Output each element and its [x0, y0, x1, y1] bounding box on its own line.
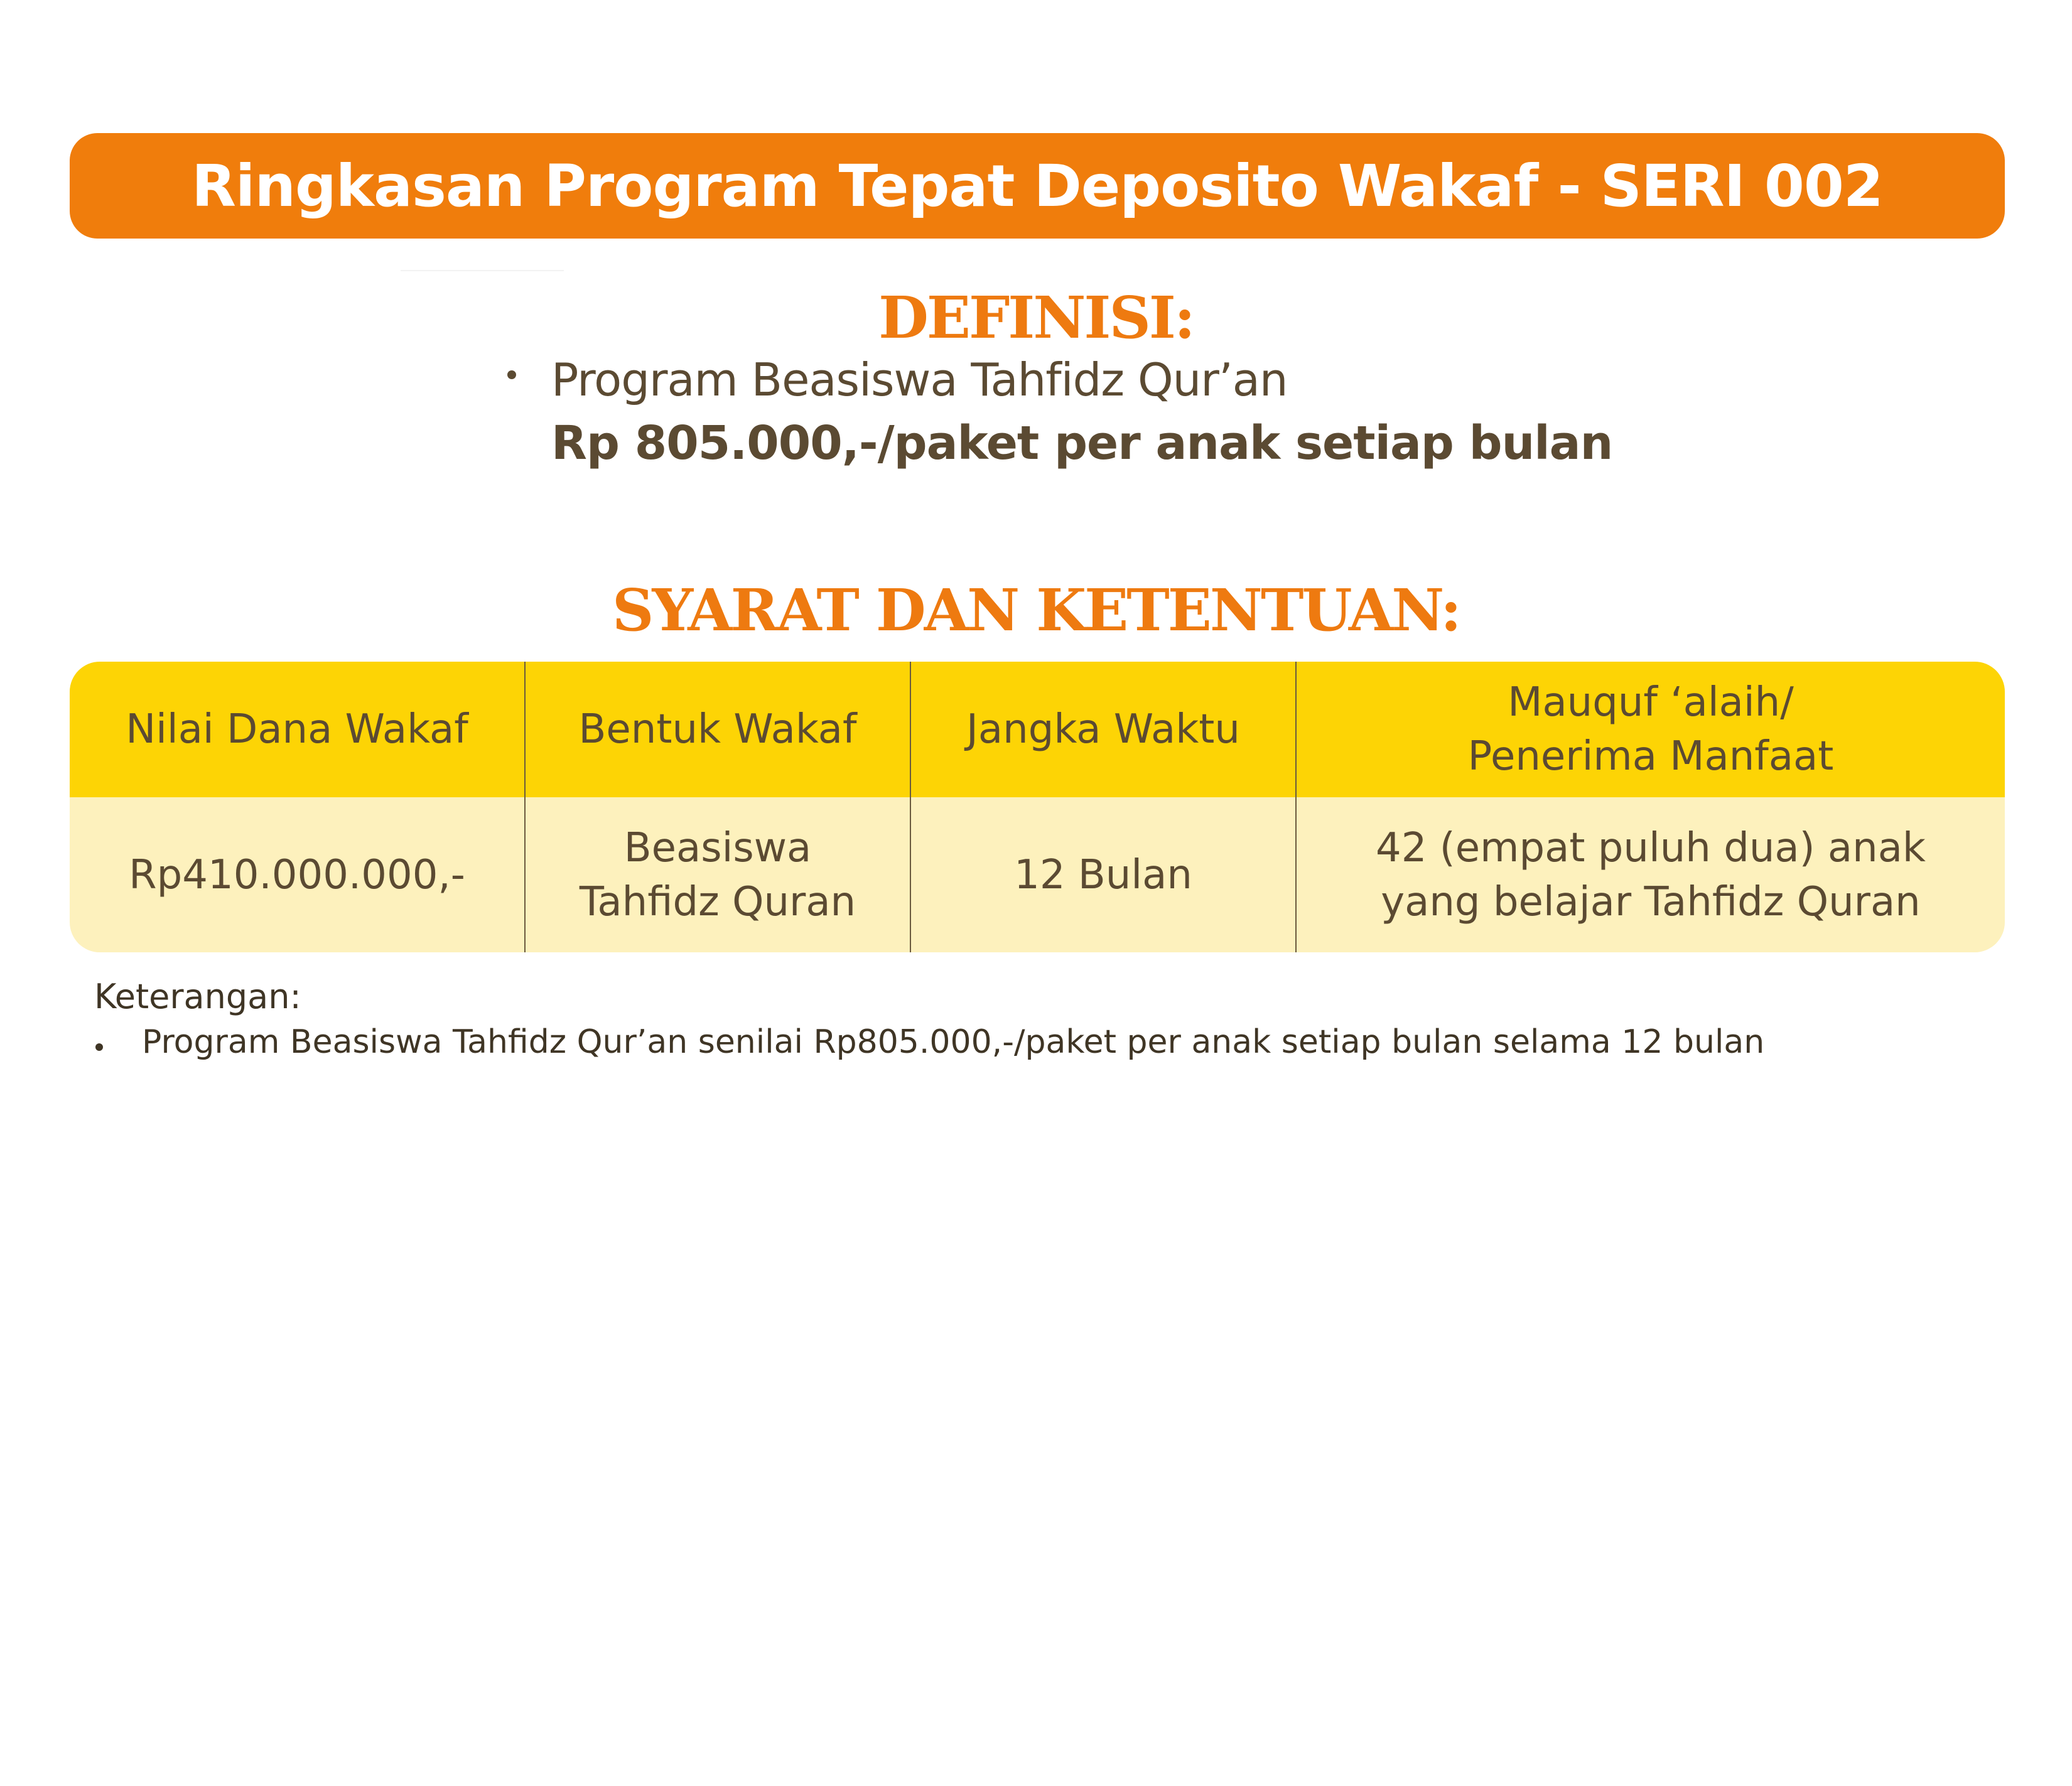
title-banner: [70, 133, 2005, 239]
table-cell-bentuk: [526, 797, 910, 952]
keterangan-item: Program Beasiswa Tahfidz Qur’an senilai Rp805.000,-/paket per anak setiap bulan selama 12 bulan: [142, 1023, 1765, 1061]
column-divider: [910, 662, 911, 952]
column-header-line: Jangka Waktu: [966, 706, 1240, 753]
cell-line: Tahfidz Quran: [579, 878, 856, 925]
column-divider: [524, 662, 526, 952]
cell-line: 12 Bulan: [1014, 851, 1192, 898]
syarat-heading: SYARAT DAN KETENTUAN:: [612, 576, 1460, 644]
definisi-item-price: Rp 805.000,-/paket per anak setiap bulan: [551, 416, 1613, 470]
column-header-line: Nilai Dana Wakaf: [126, 706, 468, 753]
cell-line: Beasiswa: [623, 824, 812, 871]
page-title: Ringkasan Program Tepat Deposito Wakaf - SERI 002: [192, 152, 1883, 220]
column-divider: [1295, 662, 1297, 952]
column-header-line: Bentuk Wakaf: [578, 706, 857, 753]
divider: [401, 270, 564, 271]
column-header-bentuk: [526, 662, 910, 797]
column-header-mauquf: [1297, 662, 2005, 797]
table-cell-jangka: [911, 797, 1295, 952]
table-cell-nilai: [70, 797, 524, 952]
column-header-nilai: [70, 662, 524, 797]
definisi-item-text: Program Beasiswa Tahfidz Qur’an: [551, 353, 1288, 406]
column-header-jangka: [911, 662, 1295, 797]
cell-line: yang belajar Tahfidz Quran: [1381, 878, 1921, 925]
column-header-line: Mauquf ‘alaih/: [1508, 679, 1794, 726]
bullet-icon: [95, 1043, 103, 1051]
terms-table: [70, 662, 2005, 952]
column-header-line: Penerima Manfaat: [1467, 733, 1834, 780]
bullet-icon: [507, 370, 516, 379]
keterangan-label: Keterangan:: [94, 977, 301, 1016]
cell-line: Rp410.000.000,-: [129, 851, 465, 898]
definisi-heading: DEFINISI:: [878, 284, 1194, 352]
cell-line: 42 (empat puluh dua) anak: [1376, 824, 1926, 871]
table-cell-mauquf: [1297, 797, 2005, 952]
